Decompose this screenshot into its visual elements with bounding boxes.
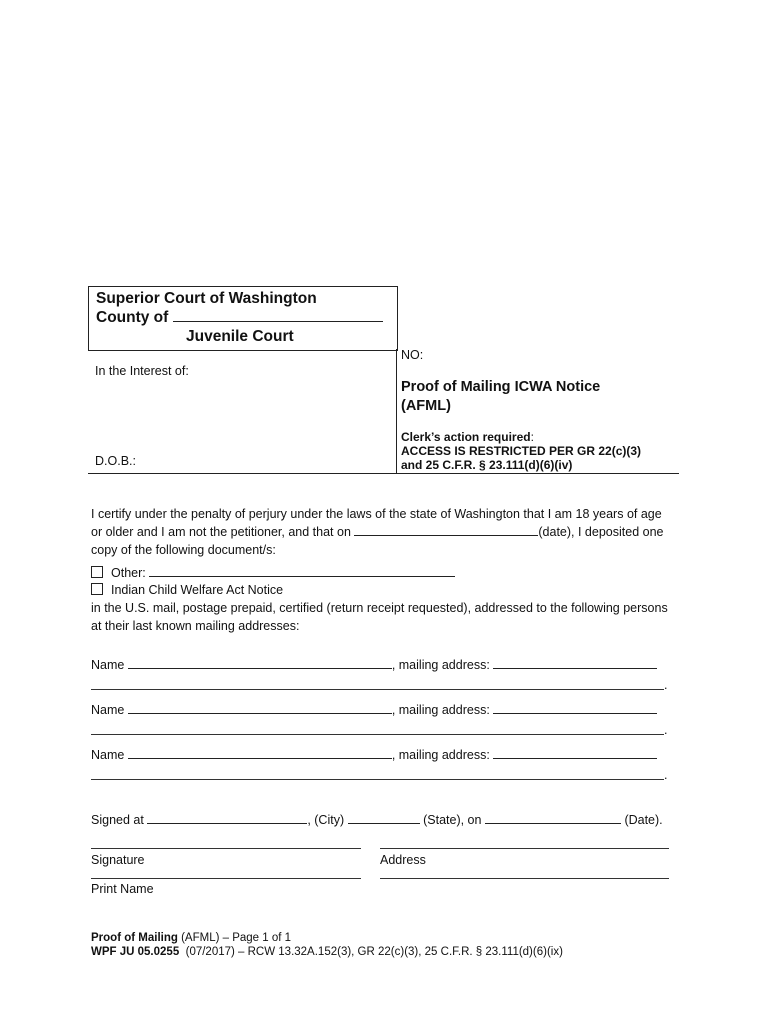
footer-form-number: WPF JU 05.0255 bbox=[91, 946, 180, 958]
signature-label: Signature bbox=[91, 853, 145, 867]
recipient-address-label: , mailing address: bbox=[391, 658, 490, 672]
court-name: Superior Court of Washington bbox=[96, 290, 317, 307]
date-label: (Date). bbox=[624, 813, 663, 827]
county-field[interactable] bbox=[173, 321, 383, 322]
footer-form-suffix: (AFML) – Page 1 of 1 bbox=[177, 932, 292, 944]
option-other-row bbox=[91, 564, 455, 582]
dob-label: D.O.B.: bbox=[95, 454, 136, 468]
footer-form-name: Proof of Mailing bbox=[91, 932, 178, 944]
address-label: Address bbox=[380, 853, 426, 867]
footer-line1 bbox=[91, 932, 291, 944]
recipient-name-label: Name bbox=[91, 703, 125, 717]
recipient-2-period: . bbox=[664, 723, 668, 737]
recipient-3-row bbox=[91, 746, 657, 764]
certify-line2 bbox=[91, 523, 663, 541]
footer-citation: (07/2017) – RCW 13.32A.152(3), GR 22(c)(3), 25 C.F.R. § 23.111(d)(6)(ix) bbox=[179, 946, 563, 958]
signed-date-field[interactable] bbox=[485, 823, 621, 824]
recipient-2-address-line2[interactable] bbox=[91, 734, 664, 735]
recipient-2-address-field[interactable] bbox=[493, 713, 657, 714]
form-title-line2: (AFML) bbox=[401, 398, 451, 414]
other-document-field[interactable] bbox=[149, 576, 455, 577]
court-division: Juvenile Court bbox=[186, 328, 294, 345]
certify-line3: copy of the following document/s: bbox=[91, 543, 276, 557]
mail-line1: in the U.S. mail, postage prepaid, certified (return receipt requested), addressed to the following persons bbox=[91, 601, 668, 615]
certify-line1: I certify under the penalty of perjury under the laws of the state of Washington that I am 18 years of age bbox=[91, 507, 662, 521]
signer-address-line1[interactable] bbox=[380, 848, 669, 849]
caption-divider-vertical bbox=[396, 349, 397, 473]
recipient-1-address-field[interactable] bbox=[493, 668, 657, 669]
other-checkbox[interactable] bbox=[91, 566, 103, 578]
signed-at-label: Signed at bbox=[91, 813, 144, 827]
clerk-label: Clerk’s action required bbox=[401, 430, 531, 444]
form-title-line1: Proof of Mailing ICWA Notice bbox=[401, 379, 601, 395]
print-name-label: Print Name bbox=[91, 882, 154, 896]
recipient-2-name-field[interactable] bbox=[128, 713, 392, 714]
option-other-label: Other: bbox=[111, 566, 146, 580]
footer-line2 bbox=[91, 946, 563, 958]
caption-divider-horizontal bbox=[88, 473, 679, 474]
signed-city-field[interactable] bbox=[147, 823, 307, 824]
recipient-address-label: , mailing address: bbox=[391, 703, 490, 717]
interest-label: In the Interest of: bbox=[95, 364, 189, 378]
mail-line2: at their last known mailing addresses: bbox=[91, 619, 300, 633]
recipient-2-row bbox=[91, 701, 657, 719]
option-icwa-label: Indian Child Welfare Act Notice bbox=[111, 583, 284, 597]
clerk-colon: : bbox=[530, 430, 534, 444]
signed-at-row bbox=[91, 811, 663, 829]
certify-line2-start: or older and I am not the petitioner, and that on bbox=[91, 525, 351, 539]
access-line2: and 25 C.F.R. § 23.111(d)(6)(iv) bbox=[401, 458, 573, 472]
recipient-1-row bbox=[91, 656, 657, 674]
case-no-label: NO: bbox=[401, 348, 424, 362]
recipient-address-label: , mailing address: bbox=[391, 748, 490, 762]
recipient-3-period: . bbox=[664, 768, 668, 782]
access-line1: ACCESS IS RESTRICTED PER GR 22(c)(3) bbox=[401, 444, 642, 458]
city-label: , (City) bbox=[307, 813, 345, 827]
signed-state-field[interactable] bbox=[348, 823, 420, 824]
state-label: (State), on bbox=[423, 813, 482, 827]
recipient-3-address-field[interactable] bbox=[493, 758, 657, 759]
recipient-1-address-line2[interactable] bbox=[91, 689, 664, 690]
court-caption-box bbox=[88, 286, 398, 351]
option-icwa-row bbox=[91, 581, 283, 599]
icwa-checkbox[interactable] bbox=[91, 583, 103, 595]
recipient-1-name-field[interactable] bbox=[128, 668, 392, 669]
signature-line[interactable] bbox=[91, 848, 361, 849]
recipient-1-period: . bbox=[664, 678, 668, 692]
signer-address-line2[interactable] bbox=[380, 878, 669, 879]
recipient-3-address-line2[interactable] bbox=[91, 779, 664, 780]
deposit-date-field[interactable] bbox=[354, 535, 538, 536]
county-line bbox=[96, 309, 383, 327]
county-label: County of bbox=[96, 309, 169, 326]
certify-line2-end: (date), I deposited one bbox=[538, 525, 664, 539]
recipient-3-name-field[interactable] bbox=[128, 758, 392, 759]
recipient-name-label: Name bbox=[91, 658, 125, 672]
print-name-line[interactable] bbox=[91, 878, 361, 879]
recipient-name-label: Name bbox=[91, 748, 125, 762]
clerk-action bbox=[401, 430, 534, 444]
